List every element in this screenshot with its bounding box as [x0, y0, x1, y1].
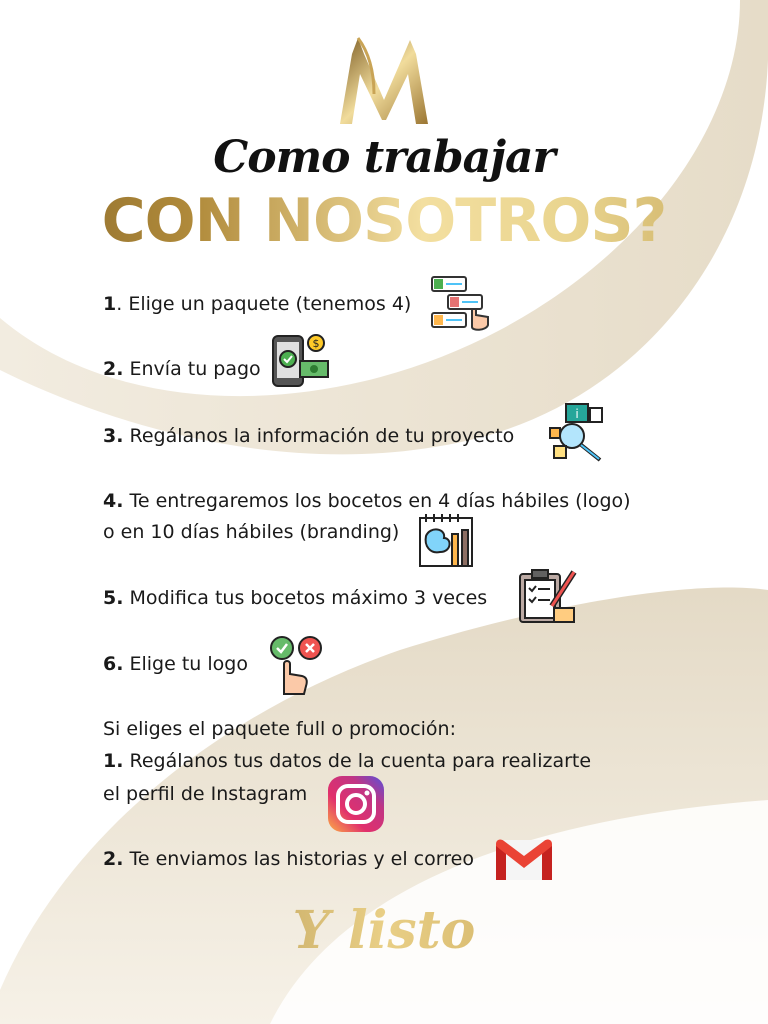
step-text: Regálanos tus datos de la cuenta para realizarte: [123, 750, 592, 772]
step-number: 6.: [103, 653, 124, 675]
step-number: 2.: [103, 358, 124, 380]
step-number: 2.: [103, 848, 124, 870]
sketchbook-icon: [418, 512, 476, 570]
svg-text:$: $: [312, 337, 320, 350]
step-text: Modifica tus bocetos máximo 3 veces: [123, 587, 488, 609]
step-number: 1.: [103, 750, 124, 772]
clipboard-edit-icon: [518, 568, 578, 626]
choose-option-icon: [268, 634, 324, 696]
step-text: . Elige un paquete (tenemos 4): [116, 293, 412, 315]
step-text: Elige tu logo: [123, 653, 248, 675]
step-number: 3.: [103, 425, 124, 447]
brand-logo: [330, 34, 438, 130]
step-6: [103, 647, 248, 681]
gmail-icon: [494, 838, 554, 882]
step-text: Envía tu pago: [123, 358, 261, 380]
step-number: 5.: [103, 587, 124, 609]
research-icon: [548, 402, 606, 462]
step-2: [103, 352, 261, 386]
step-number: 4.: [103, 490, 124, 512]
step-text: Regálanos la información de tu proyecto: [123, 425, 515, 447]
step-text: Te enviamos las historias y el correo: [123, 848, 474, 870]
heading-line-1: Como trabajar: [213, 132, 555, 183]
closing-text: Y listo: [0, 900, 768, 961]
step-number: 1: [103, 293, 117, 315]
step-5: [103, 581, 487, 615]
step-text: Te entregaremos los bocetos en 4 días hábiles (logo): [123, 490, 631, 512]
step-4: [103, 484, 631, 518]
instagram-icon: [326, 774, 386, 834]
svg-text:i: i: [575, 407, 579, 421]
step-1: [103, 287, 411, 321]
mobile-payment-icon: [270, 333, 330, 389]
extra-item-1-line-2: el perfil de Instagram: [103, 783, 308, 805]
heading-line-2: CON NOSOTROS?: [0, 186, 768, 256]
extra-item-2: [103, 842, 474, 876]
numbered-list-icon: [430, 275, 492, 333]
extra-intro: Si eliges el paquete full o promoción:: [103, 718, 456, 740]
step-3: [103, 419, 514, 453]
extra-item-1: [103, 744, 591, 778]
step-4-line-2: o en 10 días hábiles (branding): [103, 521, 400, 543]
